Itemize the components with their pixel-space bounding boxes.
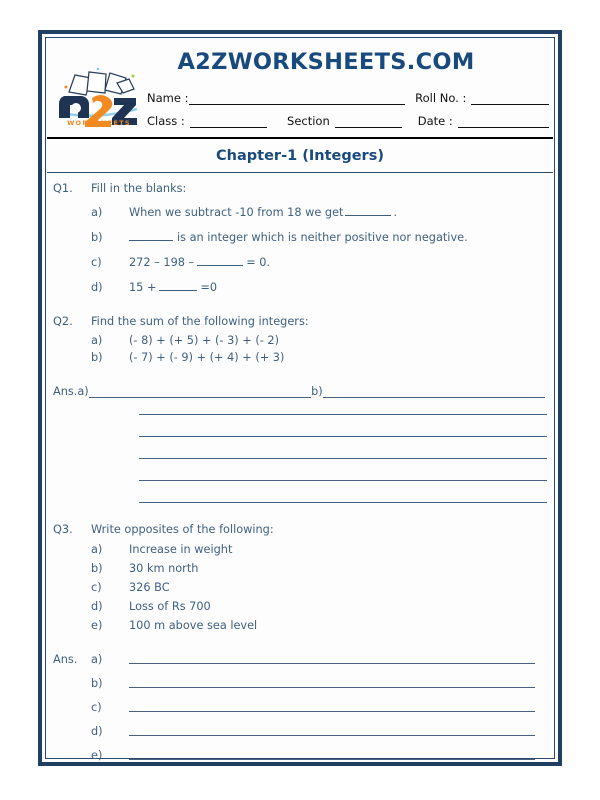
q1-item-a-text-before: When we subtract -10 from 18 we get: [129, 206, 344, 219]
q3-answer-rule-c[interactable]: [129, 697, 535, 712]
q2-answer-label-b: b): [311, 385, 323, 398]
q2-number: Q2.: [53, 315, 73, 328]
q2-answer-extra-line-3: [47, 442, 553, 464]
q1-item-d-text-before: 15 +: [129, 281, 157, 294]
q1-item-b-text: [129, 231, 553, 244]
worksheet-content: [47, 39, 553, 762]
a2z-worksheets-logo-icon: [58, 65, 140, 127]
q1-item-c-blank[interactable]: [197, 265, 243, 266]
q3-item-b-text: 30 km north: [129, 562, 199, 575]
q2-item-a: [47, 334, 553, 347]
question-block-q3: [47, 514, 553, 762]
q3-title: Write opposites of the following:: [91, 523, 274, 536]
brand-title: A2ZWORKSHEETS.COM: [177, 49, 475, 75]
chapter-title: Chapter-1 (Integers): [47, 139, 553, 173]
q3-item-d-text: Loss of Rs 700: [129, 600, 211, 613]
answer-rule[interactable]: [139, 442, 547, 459]
q1-item-d-letter: d): [91, 281, 103, 294]
q3-item-a-text: Increase in weight: [129, 543, 233, 556]
q3-answer-row-e: [47, 738, 553, 762]
q2-answer-rule-a[interactable]: [89, 384, 311, 398]
q1-item-a-letter: a): [91, 206, 103, 219]
name-input[interactable]: [189, 94, 405, 105]
q3-item-e-letter: e): [91, 619, 103, 632]
roll-no-label: Roll No. :: [415, 91, 467, 105]
q3-item-c: [47, 581, 553, 594]
q1-item-a: [47, 206, 553, 219]
q3-heading: [47, 514, 553, 538]
class-label: Class :: [147, 114, 185, 128]
section-input[interactable]: [335, 117, 402, 128]
answer-rule[interactable]: [139, 420, 547, 437]
q1-item-b-letter: b): [91, 231, 103, 244]
q2-item-a-text: (- 8) + (+ 5) + (- 3) + (- 2): [129, 334, 280, 347]
q1-number: Q1.: [53, 182, 73, 195]
q3-item-d-letter: d): [91, 600, 103, 613]
q2-item-b-text: (- 7) + (- 9) + (+ 4) + (+ 3): [129, 350, 285, 364]
date-label: Date :: [417, 114, 453, 128]
q1-item-a-text: [129, 206, 553, 219]
q3-item-b-letter: b): [91, 562, 103, 575]
q3-answer-letter-b: b): [91, 677, 103, 690]
class-input[interactable]: [190, 117, 267, 128]
q2-answer-label-a: Ans.a): [53, 385, 89, 398]
q3-answer-row-c: [47, 690, 553, 714]
q1-item-a-blank[interactable]: [345, 215, 391, 216]
answer-rule[interactable]: [139, 398, 547, 415]
q3-answer-letter-a: a): [91, 653, 103, 666]
section-label: Section: [287, 114, 330, 128]
q3-item-e-text: 100 m above sea level: [129, 619, 258, 632]
q3-answer-rule-a[interactable]: [129, 649, 535, 664]
q3-answer-letter-c: c): [91, 701, 102, 714]
name-label: Name :: [147, 91, 189, 105]
q3-answer-rule-e[interactable]: [129, 745, 535, 760]
q1-item-c-text-after: = 0.: [246, 256, 271, 269]
q2-answer-extra-line-4: [47, 464, 553, 486]
q1-title: Fill in the blanks:: [91, 182, 187, 195]
date-input[interactable]: [458, 117, 549, 128]
q1-item-d-text-after: =0: [200, 281, 218, 294]
field-row-name: [147, 91, 549, 105]
q2-answer-extra-line-1: [47, 398, 553, 420]
svg-text:WORKSHEETS: WORKSHEETS: [67, 119, 131, 127]
q1-item-d: [47, 281, 553, 294]
q2-heading: [47, 306, 553, 330]
question-block-q2: [47, 306, 553, 508]
field-row-class: [147, 114, 549, 128]
roll-no-input[interactable]: [471, 94, 549, 105]
q3-answer-row-d: [47, 714, 553, 738]
q3-item-a-letter: a): [91, 543, 103, 556]
q1-item-b-blank[interactable]: [129, 240, 173, 241]
q3-item-c-letter: c): [91, 581, 102, 594]
answer-rule[interactable]: [139, 486, 547, 503]
q2-answer-extra-line-2: [47, 420, 553, 442]
q2-title: Find the sum of the following integers:: [91, 315, 309, 328]
q3-item-d: [47, 600, 553, 613]
q3-answer-row-a: [47, 642, 553, 666]
answer-rule[interactable]: [139, 464, 547, 481]
q1-item-b: [47, 231, 553, 244]
q1-item-c-text: [129, 256, 553, 269]
student-info-fields: [147, 91, 549, 137]
q2-item-a-letter: a): [91, 334, 103, 347]
q3-item-e: [47, 619, 553, 632]
q3-answer-row-b: [47, 666, 553, 690]
q3-answer-letter-d: d): [91, 725, 103, 738]
q1-heading: [47, 173, 553, 197]
q1-item-b-text-after: is an integer which is neither positive nor negative.: [177, 231, 468, 244]
q1-item-c-text-before: 272 – 198 –: [129, 256, 195, 269]
q1-item-d-text: [129, 281, 553, 294]
worksheet-body: [47, 173, 553, 762]
q3-answer-rule-b[interactable]: [129, 673, 535, 688]
q3-answer-label: Ans.: [53, 653, 78, 666]
q1-item-c: [47, 256, 553, 269]
q2-answer-extra-line-5: [47, 486, 553, 508]
question-block-q1: [47, 173, 553, 294]
q3-answer-rule-d[interactable]: [129, 721, 535, 736]
q1-item-a-text-after: .: [393, 206, 398, 219]
q2-item-b-letter: b): [91, 350, 103, 364]
q2-item-b: [47, 351, 553, 364]
q3-answer-letter-e: e): [91, 749, 103, 762]
q3-number: Q3.: [53, 523, 73, 536]
q2-answer-rule-b[interactable]: [323, 384, 545, 398]
worksheet-header: [47, 39, 553, 139]
q3-item-b: [47, 562, 553, 575]
q1-item-c-letter: c): [91, 256, 102, 269]
q2-answer-row: [47, 376, 553, 398]
q1-item-d-blank[interactable]: [159, 290, 197, 291]
q3-item-c-text: 326 BC: [129, 581, 170, 594]
q3-item-a: [47, 543, 553, 556]
